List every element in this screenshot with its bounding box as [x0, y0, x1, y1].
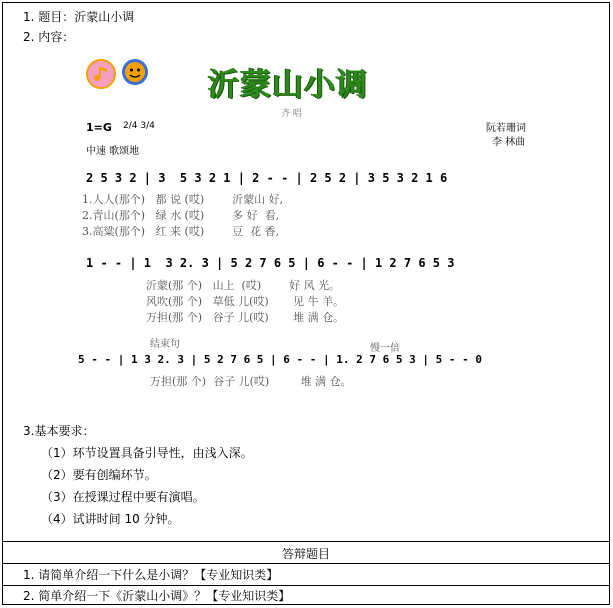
lyricist-credit: 阮若珊词: [486, 123, 526, 134]
divider: [3, 585, 609, 586]
requirement-item: （3）在授课过程中要有演唱。: [41, 490, 205, 504]
tempo-marking: 中速 歌颂地: [86, 146, 140, 157]
music-note-icon-art: [88, 61, 114, 87]
topic-line: 1. 题目：沂蒙山小调: [23, 10, 135, 24]
score-title: 沂蒙山小调: [208, 67, 368, 103]
music-score: [68, 51, 548, 391]
question-2: 2. 简单介绍一下《沂蒙山小调》？【专业知识类】: [23, 589, 291, 603]
requirement-item: （4）试讲时间 10 分钟。: [41, 512, 180, 526]
score-row-1-lyric-3: 3.高粱(那个) 红 来 (哎) 豆 花 香,: [82, 225, 280, 238]
smiley-face-icon: [122, 59, 148, 85]
key-signature: 1=G: [86, 121, 112, 134]
qa-heading: 答辩题目: [281, 547, 330, 561]
score-row-1-notes: 2 5 3 2 | 3 5 3 2 1 | 2 - - | 2 5 2 | 3 5 3 2 1 6: [86, 171, 448, 185]
composer-credit: 李 林曲: [492, 137, 526, 148]
score-row-2-notes: 1 - - | 1 3 2. 3 | 5 2 7 6 5 | 6 - - | 1 2 7 6 5 3: [86, 256, 455, 270]
requirement-item: （2）要有创编环节。: [41, 468, 157, 482]
score-row-1-lyric-2: 2.青山(那个) 绿 水 (哎) 多 好 看,: [82, 209, 280, 222]
exam-sheet: [2, 2, 610, 605]
music-note-icon: [86, 59, 116, 89]
slow-tempo-label: 慢一倍: [370, 343, 400, 354]
requirement-item: （1）环节设置具备引导性，由浅入深。: [41, 446, 253, 460]
score-row-2-lyric-3: 万担(那 个) 谷子 儿(哎) 堆 满 仓。: [146, 311, 345, 324]
score-subtitle: 齐 唱: [281, 109, 302, 119]
requirements-heading: 3.基本要求：: [23, 424, 95, 438]
content-label: 2. 内容：: [23, 30, 75, 44]
smiley-face-icon-art: [122, 59, 148, 85]
score-row-2-lyric-2: 风吹(那 个) 草低 儿(哎) 见 牛 羊。: [146, 295, 345, 308]
score-row-3-notes: 5 - - | 1 3 2. 3 | 5 2 7 6 5 | 6 - - | 1. 2 7 6 5 3 | 5 - - 0: [78, 353, 482, 366]
score-row-2-lyric-1: 沂蒙(那 个) 山上 (哎) 好 风 光。: [146, 279, 341, 292]
ending-phrase-label: 结束句: [150, 339, 180, 350]
time-signature: 2/4 3/4: [123, 121, 155, 131]
score-row-3-lyric: 万担(那 个) 谷子 儿(哎) 堆 满 仓。: [150, 375, 352, 388]
score-row-1-lyric-1: 1.人人(那个) 都 说 (哎) 沂蒙山 好,: [82, 193, 284, 206]
divider: [3, 563, 609, 564]
divider: [3, 541, 609, 542]
question-1: 1. 请简单介绍一下什么是小调？【专业知识类】: [23, 568, 279, 582]
